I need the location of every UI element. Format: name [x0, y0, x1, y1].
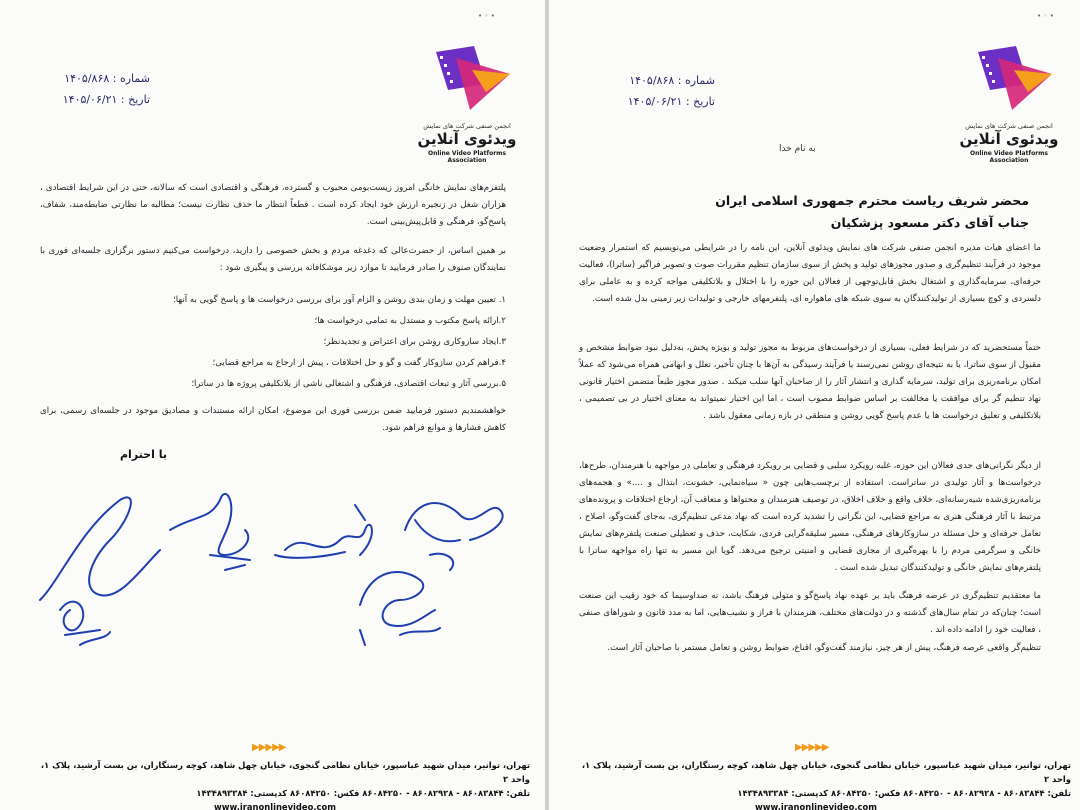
letter-meta: [40, 68, 150, 110]
body-paragraph: [579, 640, 1041, 657]
logo-assoc-text: انجمن صنفی شرکت های نمایش: [965, 122, 1053, 130]
footer-phone: تلفن: ۸۶۰۸۳۸۴۴ - ۸۶۰۸۲۹۲۸ - ۸۶۰۸۴۲۵۰ فکس: ۸۶۰۸۴۲۵۰ کدپستی: ۱۴۳۴۸۹۳۳۸۴: [737, 788, 1071, 798]
number-value: ۱۴۰۵/۸۶۸: [629, 74, 675, 87]
body-paragraph: [579, 588, 1041, 639]
body-paragraph: [40, 180, 506, 231]
date-value: ۱۴۰۵/۰۶/۲۱: [627, 95, 683, 108]
film-play-logo-icon: [968, 44, 1058, 116]
number-value: ۱۴۰۵/۸۶۸: [64, 72, 110, 85]
list-item: ۳.ایجاد سازوکاری روشن برای اعتراض و تجدیدنظر؛: [323, 337, 506, 347]
addressee-line-2: جناب آقای دکتر مسعود پزشکیان: [830, 215, 1029, 230]
footer-block: [20, 758, 530, 810]
body-paragraph: [579, 240, 1041, 308]
footer-arrows: ▶▶▶▶▶: [252, 742, 286, 753]
footer-block: [561, 758, 1071, 810]
footer-address: تهران، توانیر، میدان شهید عباسپور، خیابان نظامی گنجوی، خیابان چهل شاهد، کوچه رستگاران، بن بست آرشید، پلاک ۱، واحد ۲: [40, 760, 530, 784]
footer-website: www.iranonlinevideo.com: [755, 802, 877, 810]
list-item: ۱. تعیین مهلت و زمان بندی روشن و الزام آور برای بررسی درخواست ها و پاسخ گویی به آنها؛: [173, 295, 506, 305]
number-label: شماره :: [677, 74, 715, 87]
paragraph-1: پلتفرم‌های نمایش خانگی امروز زیست‌بومی محبوب و گسترده، فرهنگی و اقتصادی است که سالانه، حتی در این شرایط اقتصادی ، هزاران شغل در زنجیره ارزش خود ایجاد کرده است . قطعاً انتظار ما حذف نظارت نیست؛ مطالبه ما نظارتی ضابطه‌مند، شفاف، پاسخ‌گو، فرهنگی و قابل‌پیش‌بینی است.: [40, 183, 506, 227]
footer-website: www.iranonlinevideo.com: [214, 802, 336, 810]
list-item: ۴.فراهم کردن سازوکار گفت و گو و حل اختلافات ، پیش از ارجاع به مراجع قضایی؛: [212, 358, 506, 368]
closing-paragraph: خواهشمندیم دستور فرمایید ضمن بررسی فوری این موضوع، امکان ارائه مستندات و مصادیق موجود در جلسه‌ای رسمی، برای کاهش فشارها و موانع فراهم شود.: [40, 406, 506, 433]
number-label: شماره :: [112, 72, 150, 85]
request-list: [60, 290, 506, 395]
logo-brand-text: ویدئوی آنلاین: [959, 130, 1059, 148]
letter-meta: [605, 70, 715, 112]
scan-speck: • ◦ •: [1037, 12, 1054, 20]
association-logo: [412, 44, 522, 162]
date-value: ۱۴۰۵/۰۶/۲۱: [62, 93, 118, 106]
board-signatures: [20, 460, 540, 660]
footer-arrows: ▶▶▶▶▶: [795, 742, 829, 753]
footer-phone: تلفن: ۸۶۰۸۳۸۴۴ - ۸۶۰۸۲۹۲۸ - ۸۶۰۸۴۲۵۰ فکس: ۸۶۰۸۴۲۵۰ کدپستی: ۱۴۳۴۸۹۳۳۸۴: [196, 788, 530, 798]
footer-address: تهران، توانیر، میدان شهید عباسپور، خیابان نظامی گنجوی، خیابان چهل شاهد، کوچه رستگاران، بن بست آرشید، پلاک ۱، واحد ۲: [581, 760, 1071, 784]
paragraph-3: از دیگر نگرانی‌های جدی فعالان این حوزه، غلبه رویکرد سلبی و قضایی بر رویکرد فرهنگی و تعاملی در مواجهه با هنرمندان، طرح‌ها، درخواست‌ها و آثار تولیدی در ساتراست. استفاده از برچسب‌هایی چون « سیاه‌نمایی، خشونت، ابتذال و ....» و هجمه‌های برنامه‌ریزی‌شده شبه‌رسانه‌ای، خلاف واقع و خلاف اخلاق، در توصیف هنرمندان و محتواها و متعاقب آن، ارجاع اختلافات و پرونده‌های مرتبط با آثار فرهنگی هنری به مراجع قضایی، این نگرانی را تشدید کرده است که نهاد مدعی تنظیم‌گری، به‌جای گفت‌وگو، اصلاح ، تعامل حرفه‌ای و حل مسئله در سازوکارهای فرهنگی، مسیر سلیقه‌گرایی فردی، شکایت، حذف و تعطیلی صنعت پلتفرم‌های نمایش خانگی و سرگرمی مردم را با بهره‌گیری از مجاری قضایی و امنیتی ترجیح می‌دهد. گویا این مسیر به تنها راه مواجهه ساترا با پلتفرم‌های نمایش خانگی و تولیدکنندگان تبدیل شده است .: [578, 461, 1041, 573]
body-paragraph: [579, 340, 1041, 425]
film-play-logo-icon: [426, 44, 516, 116]
logo-brand-text: ویدئوی آنلاین: [417, 130, 517, 148]
list-item: ۲.ارائه پاسخ مکتوب و مستدل به تمامی درخواست ها؛: [314, 316, 506, 326]
paragraph-5: تنظیم‌گر واقعی عرصه فرهنگ، پیش از هر چیز، نیازمند گفت‌وگو، اقناع، ضوابط روشن و تعامل مستمر با صاحبان آثار است.: [607, 643, 1041, 653]
body-paragraph: [579, 458, 1041, 577]
salutation: به نام خدا: [779, 144, 816, 154]
logo-english-text: Online Video Platforms Association: [970, 150, 1048, 164]
body-paragraph: [40, 243, 506, 277]
list-item: ۵.بررسی آثار و تبعات اقتصادی، فرهنگی و اشتغالی ناشی از بلاتکلیفی پروژه ها در ساترا؛: [191, 379, 506, 389]
paragraph-1: ما اعضای هیات مدیره انجمن صنفی شرکت های نمایش ویدئوی آنلاین، این نامه را در شرایطی می‌نویسیم که استمرار وضعیت موجود در فرآیند تنظیم‌گری و صدور مجوزهای تولید و پخش از سوی سازمان تنظیم مقررات صوت و تصویر فراگیر (ساترا)، فعالیت حرفه‌ای، سرمایه‌گذاری و اشتغال بخش قابل‌توجهی از فعالان این حوزه را با اختلال و بلاتکلیفی مواجه کرده و به عاملی برای دلسردی و کوچ بسیاری از تولیدکنندگان به سوی شبکه های ماهواره ای، پلتفرمهای خارجی و تولیدات زیر زمینی بدل شده است.: [579, 243, 1041, 304]
date-label: تاریخ :: [120, 93, 150, 106]
logo-english-text: Online Video Platforms Association: [428, 150, 506, 164]
paragraph-2: حتماً مستحضرید که در شرایط فعلی، بسیاری از درخواست‌های مربوط به مجوز تولید و بویژه پخش، به‌دلیل نبود ضوابط مشخص و مقبول از سوی ساترا، یا به نتیجه‌ای روشن نمی‌رسند یا فرآیند رسیدگی به آن‌ها با چنان تأخیر، تعلل و ابهامی همراه می‌شود که عملاً امکان برنامه‌ریزی برای تولید، سرمایه گذاری و انتشار آثار را از صاحبان آنها سلب میکند . صدور مجوز طبعاً متضمن اختیار قانونی نهاد تنظیم گر برای موافقت یا مخالفت بر اساس ضوابط مصوب است ، اما این اختیار نمیتواند به معنای اختیار در بی تصمیمی ، بلاتکلیفی و تعلیق درخواست ها یا عدم پاسخ گویی روشن و منطقی در بازه زمانی معقول باشد .: [579, 343, 1041, 421]
letter-page-1: [549, 0, 1080, 810]
association-logo: [954, 44, 1064, 162]
addressee-block: [589, 190, 1029, 234]
logo-assoc-text: انجمن صنفی شرکت های نمایش: [423, 122, 511, 130]
paragraph-2: بر همین اساس، از حضرت‌عالی که دغدغه مردم و بخش خصوصی را دارید، درخواست می‌کنیم دستور برگزاری جلسه‌ای فوری با نمایندگان صنوف را صادر فرمایید تا موارد زیر موشکافانه بررسی و پیگیری شود :: [40, 246, 506, 273]
scan-speck: • ◦ •: [478, 12, 495, 20]
addressee-line-1: محضر شریف ریاست محترم جمهوری اسلامی ایران: [715, 193, 1029, 208]
body-paragraph: [40, 403, 506, 437]
date-label: تاریخ :: [685, 95, 715, 108]
paragraph-4: ما معتقدیم تنظیم‌گری در عرصه فرهنگ باید بر عهده نهاد پاسخ‌گو و متولی فرهنگ باشد، نه صداوسیما که خود رقیب این صنعت است؛ چنان‌که در تمام سال‌های گذشته و در دولت‌های مختلف، هنرمندان با فراز و نشیب‌هایی، اما به مدد قانون و شورا‌های صنفی ، فعالیت خود را ادامه داده اند .: [579, 591, 1041, 635]
closing-phrase: با احترام: [120, 448, 167, 461]
